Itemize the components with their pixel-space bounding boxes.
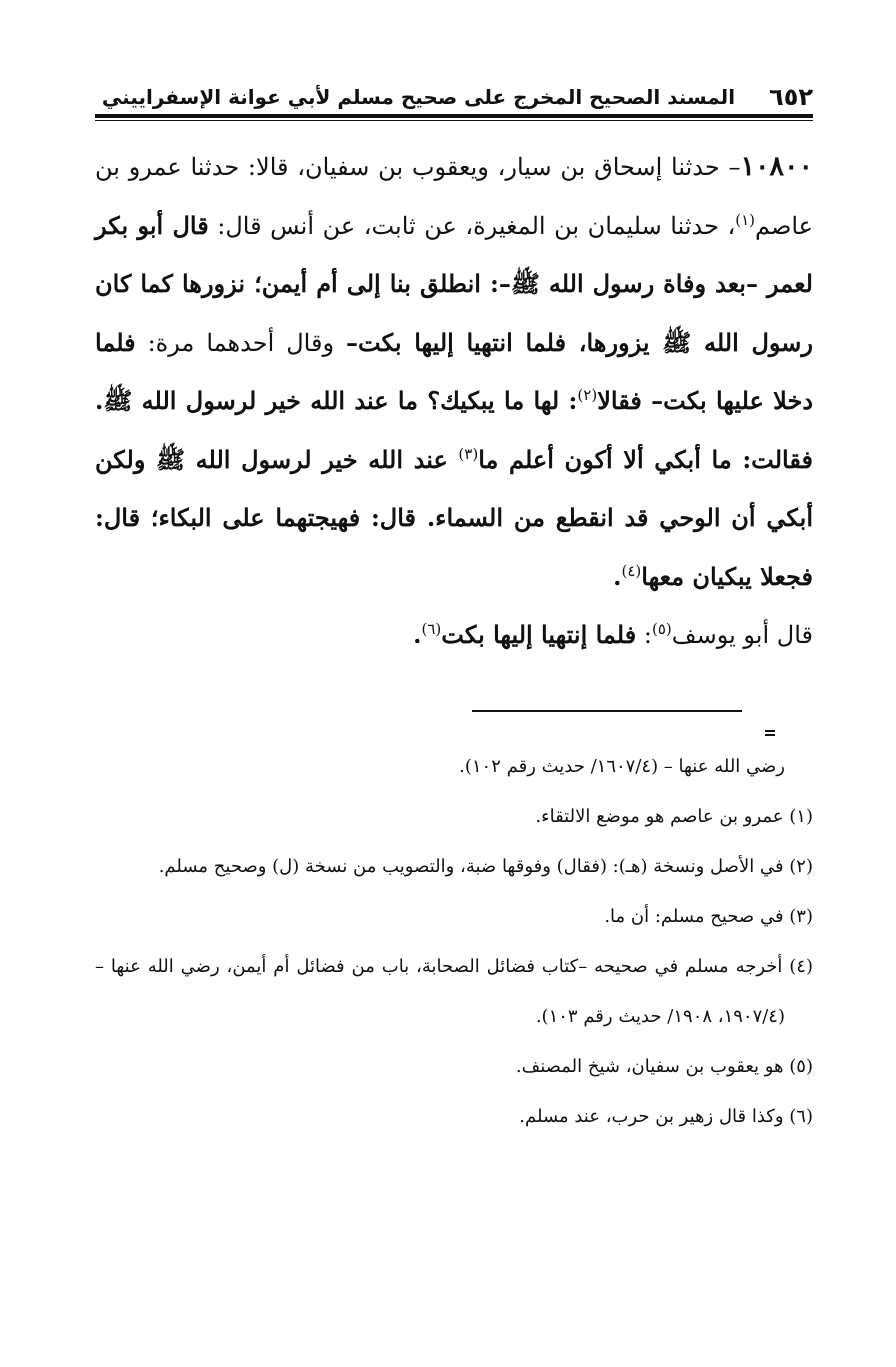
abu-yusuf-paragraph	[95, 606, 813, 665]
matn-text-2: فلما دخلا عليها بكت– فقالا	[95, 327, 814, 415]
running-title: المسند الصحيح المخرج على صحيح مسلم لأبي عوانة الإسفراييني	[101, 85, 736, 109]
isnad-text-cont: ، حدثنا سليمان بن المغيرة، عن ثابت، عن أنس قال:	[208, 211, 736, 240]
abu-yusuf-matn: فلما إنتهيا إليها بكت	[441, 620, 637, 649]
footnote-4: (٤) أخرجه مسلم في صحيحه –كتاب فضائل الصحابة، باب من فضائل أم أيمن، رضي الله عنها – (١٩٠٧/٤، ١٩٠٨/ حديث رقم ١٠٣).	[95, 956, 813, 1027]
page-header	[95, 78, 813, 112]
footnote-2: (٢) في الأصل ونسخة (هـ): (فقال) وفوقها ضبة، والتصويب من نسخة (ل) وصحيح مسلم.	[158, 856, 813, 877]
footnote-ref-2: (٢)	[577, 386, 598, 404]
colon: :	[636, 621, 652, 649]
continuation-mark	[765, 730, 775, 736]
footnote-3: (٣) في صحيح مسلم: أن ما.	[604, 906, 813, 927]
isnad-text: – حدثنا إسحاق بن سيار، ويعقوب بن سفيان، قالا: حدثنا عمرو بن عاصم	[95, 153, 813, 240]
footnote-ref-5: (٥)	[651, 620, 672, 638]
footnote-separator	[472, 710, 742, 712]
header-rule	[95, 114, 813, 118]
matn-text-3: : لها ما يبكيك؟ ما عند الله خير لرسول الله ﷺ. فقالت: ما أبكي ألا أكون أعلم ما	[95, 386, 813, 474]
footnote-ref-3: (٣)	[458, 444, 479, 463]
matn-text-1: قال أبو بكر لعمر –بعد وفاة رسول الله ﷺ–: انطلق بنا إلى أم أيمن؛ نزورها كما كان رسول الله ﷺ يزورها، فلما انتهيا إليها بكت–	[95, 210, 813, 357]
main-text	[95, 138, 813, 665]
footnotes	[95, 742, 813, 1142]
footnote-6: (٦) وكذا قال زهير بن حرب، عند مسلم.	[519, 1106, 813, 1127]
variant-note: وقال أحدهما مرة:	[135, 328, 347, 357]
footnote-1: (١) عمرو بن عاصم هو موضع الالتقاء.	[535, 806, 813, 827]
matn-text-4: عند الله خير لرسول الله ﷺ ولكن أبكي أن الوحي قد انقطع من السماء. قال: فهيجتهما على البكاء؛ قال: فجعلا يبكيان معها	[95, 444, 813, 591]
abu-yusuf-text: قال أبو يوسف	[671, 621, 813, 649]
footnote-ref-4: (٤)	[621, 561, 642, 580]
footnote-ref-1: (١)	[735, 210, 756, 229]
footnote-5: (٥) هو يعقوب بن سفيان، شيخ المصنف.	[515, 1056, 813, 1077]
header-rule-thin	[95, 120, 813, 121]
paragraph-end: .	[613, 561, 622, 591]
footnote-ref-6: (٦)	[421, 620, 442, 638]
hadith-paragraph	[95, 138, 813, 606]
hadith-number: ١٠٨٠٠	[740, 151, 813, 182]
footnote-continued: رضي الله عنها – (١٦٠٧/٤/ حديث رقم ١٠٢).	[459, 756, 785, 777]
paragraph-end-2: .	[413, 620, 422, 649]
page-number: ٦٥٢	[769, 83, 813, 111]
